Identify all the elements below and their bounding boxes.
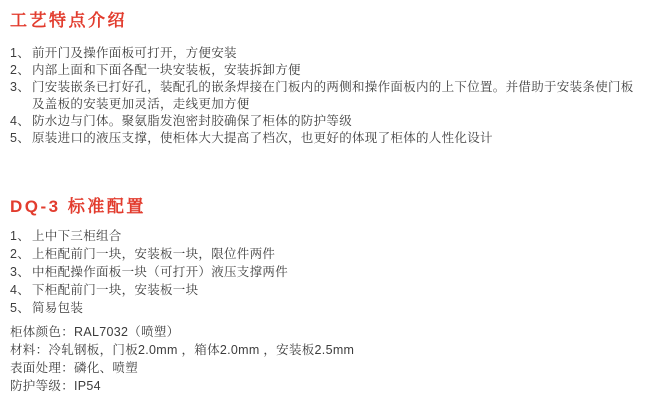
section-heading-process-features: 工艺特点介绍 (10, 11, 127, 30)
item-text: 上柜配前门一块，安装板一块，限位件两件 (32, 247, 276, 261)
list-item (10, 79, 655, 113)
list-item (10, 245, 655, 263)
list-item (10, 62, 655, 79)
item-text: 中柜配操作面板一块（可打开）液压支撑两件 (32, 265, 289, 279)
item-number: 5、 (10, 131, 31, 145)
spec-value: 磷化、喷塑 (74, 361, 139, 375)
item-text: 简易包装 (32, 301, 84, 315)
list-item (10, 130, 655, 147)
item-text: 防水边与门体。聚氨脂发泡密封胶确保了柜体的防护等级 (32, 114, 353, 128)
item-number: 3、 (10, 265, 31, 279)
list-item (10, 281, 655, 299)
spec-value: IP54 (74, 379, 101, 393)
spec-label: 表面处理： (10, 361, 75, 375)
item-text: 前开门及操作面板可打开，方便安装 (32, 46, 237, 60)
item-text: 原装进口的液压支撑，使柜体大大提高了档次，也更好的体现了柜体的人性化设计 (32, 131, 493, 145)
item-text: 门安装嵌条已打好孔，装配孔的嵌条焊接在门板内的两侧和操作面板内的上下位置。并借助于安装条使门板及盖板的安装更加灵活，走线更加方便 (32, 80, 634, 111)
standard-config-list (10, 227, 655, 317)
section-heading-standard-config: DQ-3 标准配置 (10, 197, 146, 216)
list-item (10, 227, 655, 245)
spec-surface-treatment (10, 359, 655, 377)
item-number: 5、 (10, 301, 31, 315)
item-number: 3、 (10, 80, 31, 94)
spec-label: 防护等级： (10, 379, 75, 393)
process-features-list (10, 45, 655, 147)
list-item (10, 45, 655, 62)
spec-value: RAL7032（喷塑） (74, 325, 180, 339)
spec-cabinet-color (10, 323, 655, 341)
list-item (10, 113, 655, 130)
item-text: 下柜配前门一块，安装板一块 (32, 283, 199, 297)
item-number: 4、 (10, 283, 31, 297)
item-number: 2、 (10, 247, 31, 261)
specs-block (10, 323, 655, 395)
item-number: 2、 (10, 63, 31, 77)
section-process-features (10, 12, 655, 147)
item-number: 1、 (10, 229, 31, 243)
spec-material (10, 341, 655, 359)
item-text: 内部上面和下面各配一块安装板，安装拆卸方便 (32, 63, 301, 77)
spec-protection-rating (10, 377, 655, 395)
list-item (10, 299, 655, 317)
spec-label: 柜体颜色： (10, 325, 75, 339)
item-text: 上中下三柜组合 (32, 229, 122, 243)
item-number: 1、 (10, 46, 31, 60)
spec-label: 材料： (10, 343, 49, 357)
section-standard-config (10, 198, 655, 317)
list-item (10, 263, 655, 281)
item-number: 4、 (10, 114, 31, 128)
spec-value: 冷轧钢板，门板2.0mm ，箱体2.0mm ，安装板2.5mm (48, 343, 355, 357)
